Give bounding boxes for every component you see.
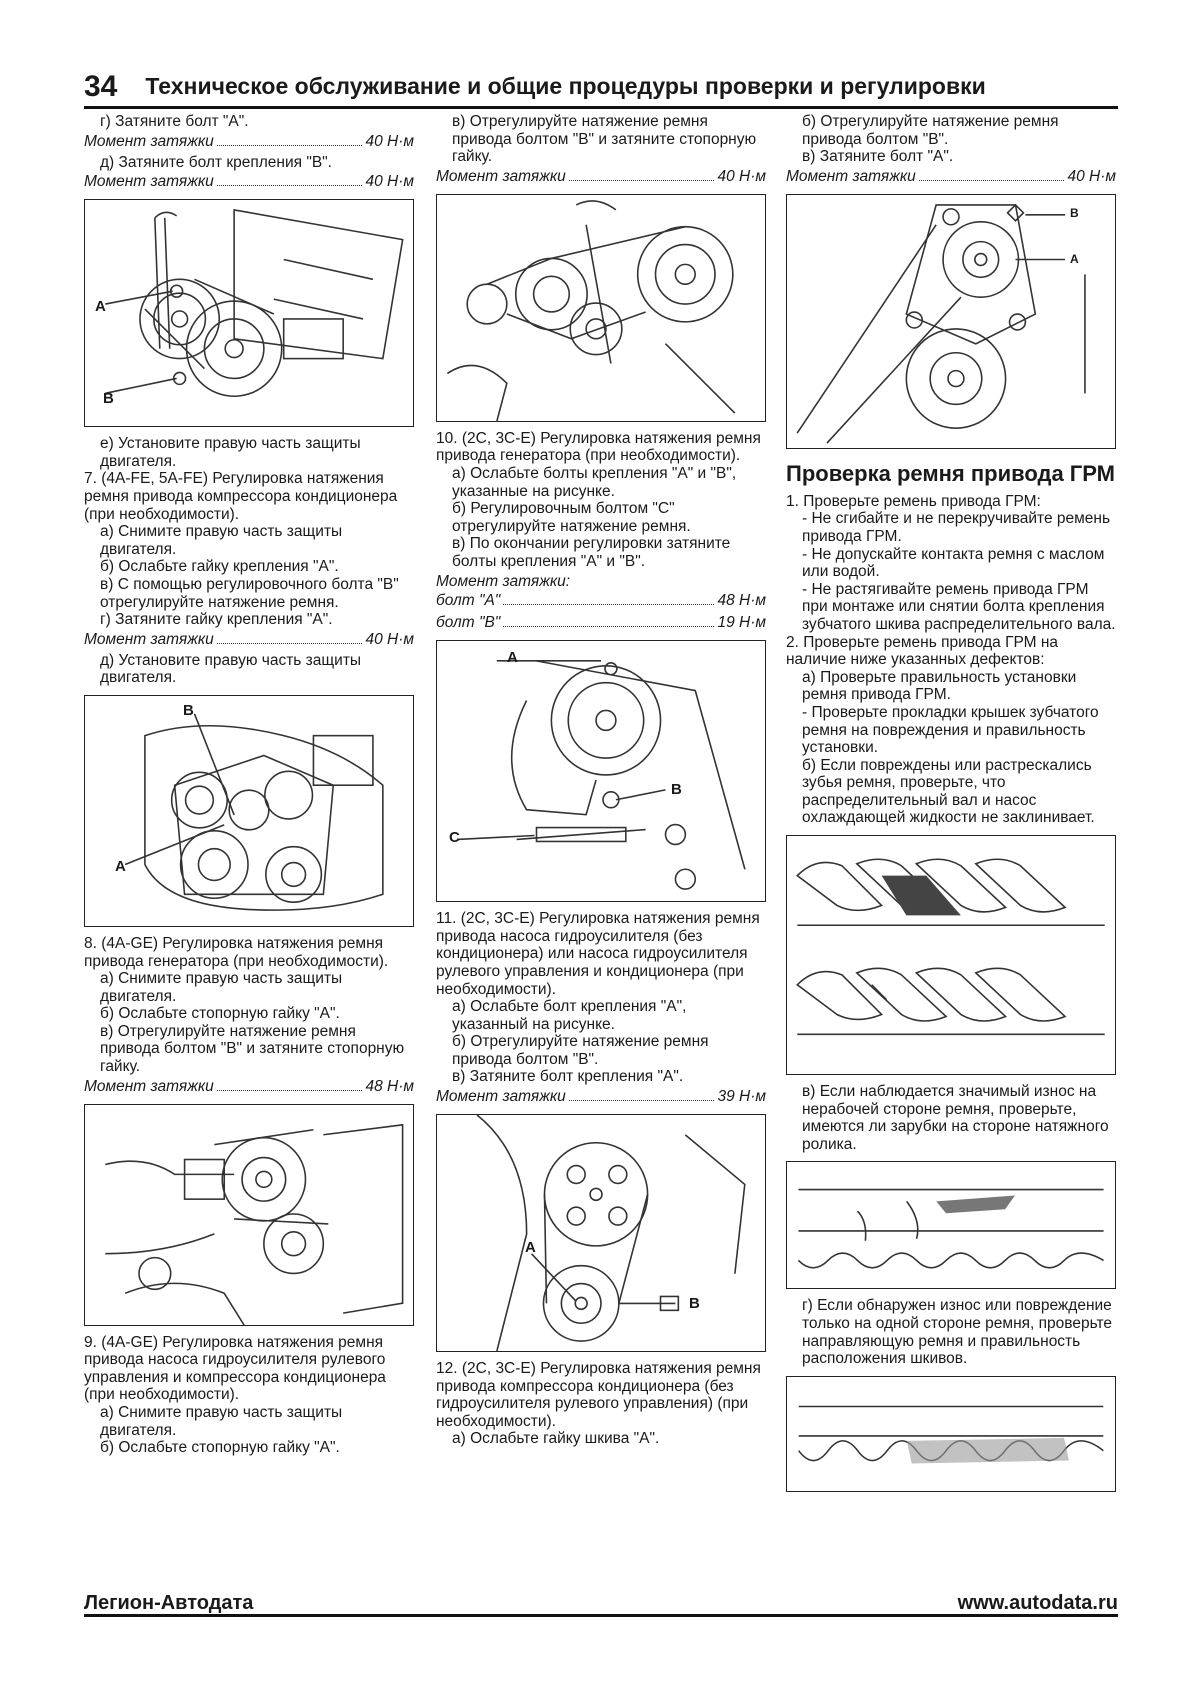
step-text: в) С помощью регулировочного болта "В" отрегулируйте натяжение ремня. <box>100 575 399 611</box>
torque-spec <box>786 167 1116 186</box>
step-text: - Не сгибайте и не перекручивайте ремень привода ГРМ. <box>802 510 1111 545</box>
figure-label-b: B <box>183 701 194 719</box>
step-text: б) Регулировочным болтом "С" отрегулируйте натяжение ремня. <box>452 500 691 535</box>
page-number: 34 <box>84 70 118 103</box>
figure-belt-teeth-damage <box>786 835 1116 1075</box>
footer-rule <box>84 1614 1118 1617</box>
figure-label-a: A <box>507 649 518 667</box>
section-title: Проверка ремня привода ГРМ <box>786 460 1115 486</box>
column-1 <box>84 113 414 1457</box>
figure-label-b: B <box>689 1295 700 1313</box>
torque-label: Момент затяжки <box>84 132 214 150</box>
torque-spec <box>84 1077 414 1096</box>
figure-label-a: A <box>525 1239 536 1257</box>
step-text: б) Ослабьте стопорную гайку "А". <box>100 1439 340 1457</box>
torque-label: Момент затяжки <box>84 630 214 648</box>
step-heading: 12. (2C, 3C-E) Регулировка натяжения ремня привода компрессора кондиционера (без гидроусилителя рулевого управления) (при необходимости). <box>436 1360 761 1430</box>
torque-spec <box>436 167 766 186</box>
torque-value: 40 Н·м <box>717 167 766 185</box>
step-text: в) Затяните болт "А". <box>802 148 954 166</box>
step-text: в) Отрегулируйте натяжение ремня привода болтом "В" и затяните стопорную гайку. <box>452 113 757 166</box>
engine-drawing <box>787 195 1115 448</box>
torque-value: 40 Н·м <box>1067 167 1116 185</box>
footer-website: www.autodata.ru <box>957 1592 1118 1614</box>
column-2 <box>436 113 766 1448</box>
step-heading: 7. (4A-FE, 5A-FE) Регулировка натяжения ремня привода компрессора кондиционера (при необходимости). <box>84 470 398 523</box>
step-heading: 2. Проверьте ремень привода ГРМ на наличие ниже указанных дефектов: <box>786 633 1059 669</box>
belt-teeth-drawing <box>787 836 1115 1074</box>
figure-belt-side-wear <box>786 1376 1116 1492</box>
figure-label-c: C <box>449 829 460 847</box>
step-text: е) Установите правую часть защиты двигателя. <box>100 435 361 470</box>
figure-label-b: B <box>671 781 682 799</box>
torque-spec <box>436 1087 766 1106</box>
step-text: а) Проверьте правильность установки ремня привода ГРМ. <box>802 668 1077 704</box>
step-text: в) Отрегулируйте натяжение ремня привода болтом "В" и затяните стопорную гайку. <box>100 1022 405 1076</box>
step-text: б) Если повреждены или растрескались зубья ремня, проверьте, что распределительный вал и насос охлаждающей жидкости не заклинивает. <box>802 756 1095 827</box>
step-text: д) Затяните болт крепления "В". <box>100 153 332 171</box>
engine-drawing <box>437 641 765 901</box>
engine-drawing <box>85 1105 413 1325</box>
engine-drawing <box>437 195 765 421</box>
figure-label-b: B <box>103 390 114 408</box>
step-text: г) Если обнаружен износ или повреждение только на одной стороне ремня, проверьте направляющую ремня и правильность расположения шкивов. <box>802 1297 1112 1368</box>
torque-value: 48 Н·м <box>717 592 766 610</box>
figure-label-a: A <box>115 857 126 875</box>
torque-spec <box>436 591 766 610</box>
torque-label: Момент затяжки <box>84 1077 214 1095</box>
step-text: а) Ослабьте гайку шкива "А". <box>452 1430 660 1448</box>
footer-publisher: Легион-Автодата <box>84 1592 254 1614</box>
torque-spec <box>84 630 414 649</box>
torque-value: 40 Н·м <box>365 132 414 150</box>
step-text: б) Отрегулируйте натяжение ремня привода болтом "В". <box>802 113 1059 148</box>
torque-spec <box>84 132 414 151</box>
figure-label-b: B <box>1070 205 1079 220</box>
figure-tensioner <box>436 194 766 422</box>
step-text: в) Если наблюдается значимый износ на нерабочей стороне ремня, проверьте, имеются ли зарубки на стороне натяжного ролика. <box>802 1083 1109 1153</box>
torque-label: Момент затяжки <box>436 1088 566 1106</box>
step-text: а) Снимите правую часть защиты двигателя. <box>100 970 343 1005</box>
torque-label: Момент затяжки <box>786 167 916 185</box>
torque-value: 19 Н·м <box>717 614 766 632</box>
torque-label: болт "В" <box>436 614 501 632</box>
step-text: б) Ослабьте стопорную гайку "А". <box>100 1005 340 1023</box>
step-text: - Не растягивайте ремень привода ГРМ при монтаже или снятии болта крепления зубчатого шкива распределительного вала. <box>802 580 1116 633</box>
figure-compressor-pulley <box>786 194 1116 449</box>
belt-wear-drawing <box>787 1377 1115 1491</box>
torque-spec <box>84 172 414 191</box>
step-text: б) Отрегулируйте натяжение ремня привода болтом "В". <box>452 1033 709 1068</box>
figure-ac-pulley <box>84 199 414 427</box>
page-header <box>84 62 1118 109</box>
step-text: - Проверьте прокладки крышек зубчатого ремня на повреждения и правильность установки. <box>802 703 1099 757</box>
step-text: а) Ослабьте болты крепления "А" и "В", указанные на рисунке. <box>452 464 737 500</box>
figure-power-steering-pump <box>84 1104 414 1326</box>
figure-label-a: A <box>95 298 106 316</box>
step-text: а) Снимите правую часть защиты двигателя. <box>100 1404 343 1439</box>
torque-spec <box>436 613 766 632</box>
figure-alternator-belt <box>84 695 414 927</box>
step-heading: 8. (4A-GE) Регулировка натяжения ремня привода генератора (при необходимости). <box>84 934 389 970</box>
torque-value: 40 Н·м <box>365 630 414 648</box>
belt-wear-drawing <box>787 1162 1115 1288</box>
step-heading: 1. Проверьте ремень привода ГРМ: <box>786 492 1041 510</box>
torque-value: 39 Н·м <box>717 1088 766 1106</box>
step-text: а) Ослабьте болт крепления "А", указанный на рисунке. <box>452 998 687 1033</box>
step-text: в) По окончании регулировки затяните болты крепления "А" и "В". <box>452 535 731 570</box>
column-3 <box>786 113 1116 1500</box>
page-title: Техническое обслуживание и общие процедуры проверки и регулировки <box>145 73 986 99</box>
engine-drawing <box>85 696 413 926</box>
step-text: г) Затяните гайку крепления "А". <box>100 611 333 629</box>
figure-steering-pump-2c <box>436 1114 766 1352</box>
step-text: а) Снимите правую часть защиты двигателя. <box>100 523 343 558</box>
figure-alternator-2c <box>436 640 766 902</box>
torque-heading: Момент затяжки: <box>436 572 571 590</box>
torque-value: 48 Н·м <box>365 1077 414 1095</box>
step-text: в) Затяните болт крепления "А". <box>452 1068 684 1086</box>
step-text: - Не допускайте контакта ремня с маслом или водой. <box>802 545 1105 581</box>
engine-drawing <box>85 200 413 426</box>
step-heading: 10. (2C, 3C-E) Регулировка натяжения ремня привода генератора (при необходимости). <box>436 429 761 465</box>
step-heading: 9. (4A-GE) Регулировка натяжения ремня привода насоса гидроусилителя рулевого управления и компрессора кондиционера (при необходимости). <box>84 1333 386 1404</box>
step-heading: 11. (2C, 3C-E) Регулировка натяжения ремня привода насоса гидроусилителя (без кондиционера) или насоса гидроусилителя рулевого управления и кондиционера (при необходимости). <box>436 910 760 998</box>
engine-drawing <box>437 1115 765 1351</box>
step-text: б) Ослабьте гайку крепления "А". <box>100 558 339 576</box>
torque-value: 40 Н·м <box>365 173 414 191</box>
step-text: г) Затяните болт "А". <box>100 113 249 130</box>
figure-belt-back-wear <box>786 1161 1116 1289</box>
step-text: д) Установите правую часть защиты двигателя. <box>100 651 362 687</box>
figure-label-a: A <box>1070 251 1079 266</box>
torque-label: Момент затяжки <box>436 167 566 185</box>
torque-label: Момент затяжки <box>84 173 214 191</box>
torque-label: болт "А" <box>436 592 501 610</box>
